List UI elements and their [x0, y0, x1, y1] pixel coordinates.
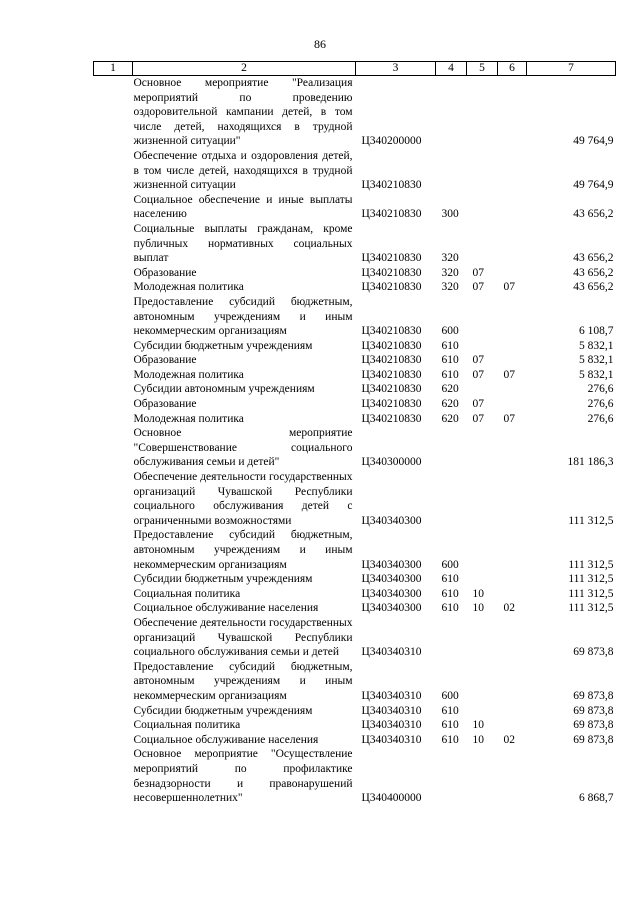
- table-row: [94, 193, 616, 222]
- row-value: 69 873,8: [573, 646, 614, 659]
- row-col-4: 610: [441, 368, 459, 381]
- table-row: [94, 382, 616, 397]
- row-col-4: 620: [441, 398, 459, 411]
- row-name: Молодежная политика: [133, 412, 244, 425]
- row-name: Социальные выплаты гражданам, кроме публичных нормативных социальных выплат: [133, 222, 353, 265]
- row-col-5: [467, 616, 498, 660]
- row-value: 43 656,2: [573, 208, 614, 221]
- row-col-6: [498, 397, 527, 412]
- row-code: Ц340210830: [361, 266, 422, 279]
- row-col-5: [467, 572, 498, 587]
- table-row: [94, 528, 616, 572]
- row-col-4: [436, 149, 467, 193]
- table-row: [94, 339, 616, 354]
- row-col-6: 07: [503, 412, 515, 425]
- row-name: Субсидии бюджетным учреждениям: [133, 704, 313, 717]
- row-name: Субсидии автономным учреждениям: [133, 383, 315, 396]
- row-col-5: [467, 339, 498, 354]
- row-name: Социальная политика: [133, 719, 241, 732]
- header-col-3: 3: [356, 62, 436, 76]
- row-col-5: [467, 660, 498, 704]
- row-col-4: 600: [441, 325, 459, 338]
- row-col-6: [498, 266, 527, 281]
- row-value: 69 873,8: [573, 733, 614, 746]
- row-code: Ц340340300: [361, 602, 422, 615]
- table-row: [94, 616, 616, 660]
- row-name: Обеспечение отдыха и оздоровления детей, в том числе детей, находящихся в трудной жизненной ситуации: [133, 149, 353, 192]
- row-name: Образование: [133, 354, 197, 367]
- row-code: Ц340210830: [361, 354, 422, 367]
- row-code: Ц340400000: [361, 792, 422, 805]
- row-value: 5 832,1: [579, 368, 614, 381]
- row-name: Социальная политика: [133, 587, 241, 600]
- row-code: Ц340340310: [361, 719, 422, 732]
- row-col-5: 07: [472, 398, 484, 411]
- row-value: 49 764,9: [573, 135, 614, 148]
- row-code: Ц340210830: [361, 368, 422, 381]
- row-col-6: 07: [503, 368, 515, 381]
- row-code: Ц340340310: [361, 733, 422, 746]
- table-header-row: [94, 62, 616, 76]
- row-code: Ц340340300: [361, 587, 422, 600]
- row-col-6: [498, 747, 527, 805]
- row-col-6: [498, 353, 527, 368]
- row-name: Обеспечение деятельности государственных организаций Чувашской Республики социального обслуживания семьи и детей: [133, 616, 353, 659]
- row-col-5: 07: [472, 281, 484, 294]
- row-col-4: [436, 426, 467, 470]
- row-col-5: [467, 704, 498, 719]
- row-name: Образование: [133, 266, 197, 279]
- row-value: 69 873,8: [573, 689, 614, 702]
- row-col-6: [498, 470, 527, 528]
- table-row: [94, 149, 616, 193]
- table-row: [94, 747, 616, 805]
- row-code: Ц340210830: [361, 252, 422, 265]
- table-row: [94, 572, 616, 587]
- row-col-4: 620: [441, 383, 459, 396]
- table-row: [94, 266, 616, 281]
- row-code: Ц340340300: [361, 514, 422, 527]
- row-value: 43 656,2: [573, 252, 614, 265]
- row-col-5: 10: [472, 587, 484, 600]
- row-value: 69 873,8: [573, 719, 614, 732]
- row-col-5: [467, 222, 498, 266]
- row-code: Ц340210830: [361, 208, 422, 221]
- table-row: [94, 704, 616, 719]
- row-col-5: [467, 528, 498, 572]
- row-value: 111 312,5: [568, 573, 614, 586]
- table-row: [94, 718, 616, 733]
- row-col-4: 600: [441, 558, 459, 571]
- row-name: Социальное обеспечение и иные выплаты населению: [133, 193, 353, 221]
- row-col-6: [498, 149, 527, 193]
- row-col-5: [467, 426, 498, 470]
- row-code: Ц340340310: [361, 646, 422, 659]
- row-col-6: [498, 616, 527, 660]
- row-value: 111 312,5: [568, 514, 614, 527]
- row-col-5: 07: [472, 354, 484, 367]
- budget-table: [93, 61, 616, 806]
- row-col-4: 610: [441, 733, 459, 746]
- row-col-6: [498, 572, 527, 587]
- table-row: [94, 601, 616, 616]
- row-col-5: 07: [472, 368, 484, 381]
- row-code: Ц340210830: [361, 383, 422, 396]
- row-value: 181 186,3: [567, 456, 614, 469]
- row-code: Ц340210830: [361, 339, 422, 352]
- row-col-5: 07: [472, 266, 484, 279]
- row-value: 276,6: [587, 383, 614, 396]
- row-col-4: 610: [441, 704, 459, 717]
- row-col-6: [498, 339, 527, 354]
- row-name: Субсидии бюджетным учреждениям: [133, 339, 313, 352]
- row-name: Основное мероприятие "Реализация мероприятий по проведению оздоровительной кампании детей, в том числе детей, находящихся в трудной жизненной ситуации": [133, 77, 353, 148]
- row-col-6: [498, 704, 527, 719]
- row-col-6: [498, 295, 527, 339]
- row-col-4: 320: [441, 266, 459, 279]
- row-name: Субсидии бюджетным учреждениям: [133, 573, 313, 586]
- row-col-6: [498, 426, 527, 470]
- row-col-6: [498, 718, 527, 733]
- header-col-6: 6: [498, 62, 527, 76]
- row-col-4: 610: [441, 339, 459, 352]
- row-code: Ц340210830: [361, 281, 422, 294]
- row-name: Молодежная политика: [133, 281, 244, 294]
- row-code: Ц340340310: [361, 704, 422, 717]
- row-col-5: 07: [472, 412, 484, 425]
- row-code: Ц340340300: [361, 558, 422, 571]
- row-col-4: 610: [441, 719, 459, 732]
- header-col-2: 2: [133, 62, 356, 76]
- row-col-6: 02: [503, 733, 515, 746]
- row-name: Образование: [133, 398, 197, 411]
- row-col-6: [498, 587, 527, 602]
- row-code: Ц340300000: [361, 456, 422, 469]
- row-col-6: 02: [503, 602, 515, 615]
- row-value: 276,6: [587, 398, 614, 411]
- row-col-5: 10: [472, 602, 484, 615]
- row-col-4: [436, 76, 467, 149]
- row-name: Молодежная политика: [133, 368, 244, 381]
- table-row: [94, 353, 616, 368]
- row-col-6: [498, 660, 527, 704]
- row-col-4: [436, 616, 467, 660]
- row-name: Социальное обслуживание населения: [133, 602, 319, 615]
- row-col-4: 320: [441, 252, 459, 265]
- row-col-4: 610: [441, 587, 459, 600]
- row-col-4: [436, 747, 467, 805]
- table-row: [94, 412, 616, 427]
- table-row: [94, 368, 616, 383]
- row-value: 111 312,5: [568, 602, 614, 615]
- row-col-4: 320: [441, 281, 459, 294]
- header-col-7: 7: [527, 62, 616, 76]
- page-number: 86: [314, 37, 326, 51]
- row-col-4: 610: [441, 602, 459, 615]
- row-col-5: [467, 382, 498, 397]
- row-col-6: [498, 76, 527, 149]
- row-name: Обеспечение деятельности государственных организаций Чувашской Республики социального обслуживания детей с ограниченными возможностями: [133, 471, 353, 527]
- row-col-4: 610: [441, 354, 459, 367]
- row-code: Ц340210830: [361, 325, 422, 338]
- table-body: [94, 76, 616, 806]
- table-row: [94, 397, 616, 412]
- row-col-4: [436, 470, 467, 528]
- row-value: 43 656,2: [573, 281, 614, 294]
- row-col-6: [498, 382, 527, 397]
- row-col-6: 07: [503, 281, 515, 294]
- row-value: 5 832,1: [579, 339, 614, 352]
- table-row: [94, 470, 616, 528]
- row-code: Ц340210830: [361, 179, 422, 192]
- header-col-5: 5: [467, 62, 498, 76]
- row-value: 5 832,1: [579, 354, 614, 367]
- header-col-4: 4: [436, 62, 467, 76]
- table-row: [94, 222, 616, 266]
- row-value: 69 873,8: [573, 704, 614, 717]
- row-col-6: [498, 528, 527, 572]
- row-code: Ц340340310: [361, 689, 422, 702]
- table-row: [94, 587, 616, 602]
- header-col-1: 1: [94, 62, 133, 76]
- row-value: 6 108,7: [579, 325, 614, 338]
- row-value: 43 656,2: [573, 266, 614, 279]
- row-value: 111 312,5: [568, 587, 614, 600]
- row-col-4: 620: [441, 412, 459, 425]
- row-col-4: 300: [441, 208, 459, 221]
- table-row: [94, 426, 616, 470]
- row-name: Основное мероприятие "Осуществление мероприятий по профилактике безнадзорности и правонарушений несовершеннолетних": [133, 748, 353, 805]
- row-name: Социальное обслуживание населения: [133, 733, 319, 746]
- row-code: Ц340200000: [361, 135, 422, 148]
- row-value: 276,6: [587, 412, 614, 425]
- row-value: 6 868,7: [579, 792, 614, 805]
- row-name: Предоставление субсидий бюджетным, автономным учреждениям и иным некоммерческим организациям: [133, 660, 353, 702]
- row-code: Ц340340300: [361, 573, 422, 586]
- row-name: Предоставление субсидий бюджетным, автономным учреждениям и иным некоммерческим организациям: [133, 529, 353, 571]
- row-name: Основное мероприятие "Совершенствование социального обслуживания семьи и детей": [133, 427, 353, 469]
- table-row: [94, 295, 616, 339]
- row-col-6: [498, 222, 527, 266]
- row-col-5: [467, 747, 498, 805]
- row-col-5: [467, 76, 498, 149]
- table-row: [94, 76, 616, 149]
- row-col-5: 10: [472, 719, 484, 732]
- table-row: [94, 660, 616, 704]
- row-col-5: [467, 295, 498, 339]
- table-row: [94, 733, 616, 748]
- row-col-4: 600: [441, 689, 459, 702]
- row-code: Ц340210830: [361, 398, 422, 411]
- row-col-5: [467, 193, 498, 222]
- row-value: 49 764,9: [573, 179, 614, 192]
- row-col-5: [467, 470, 498, 528]
- row-col-5: 10: [472, 733, 484, 746]
- row-col-4: 610: [441, 573, 459, 586]
- row-name: Предоставление субсидий бюджетным, автономным учреждениям и иным некоммерческим организациям: [133, 295, 353, 338]
- row-value: 111 312,5: [568, 558, 614, 571]
- table-row: [94, 280, 616, 295]
- row-code: Ц340210830: [361, 412, 422, 425]
- row-col-5: [467, 149, 498, 193]
- row-col-6: [498, 193, 527, 222]
